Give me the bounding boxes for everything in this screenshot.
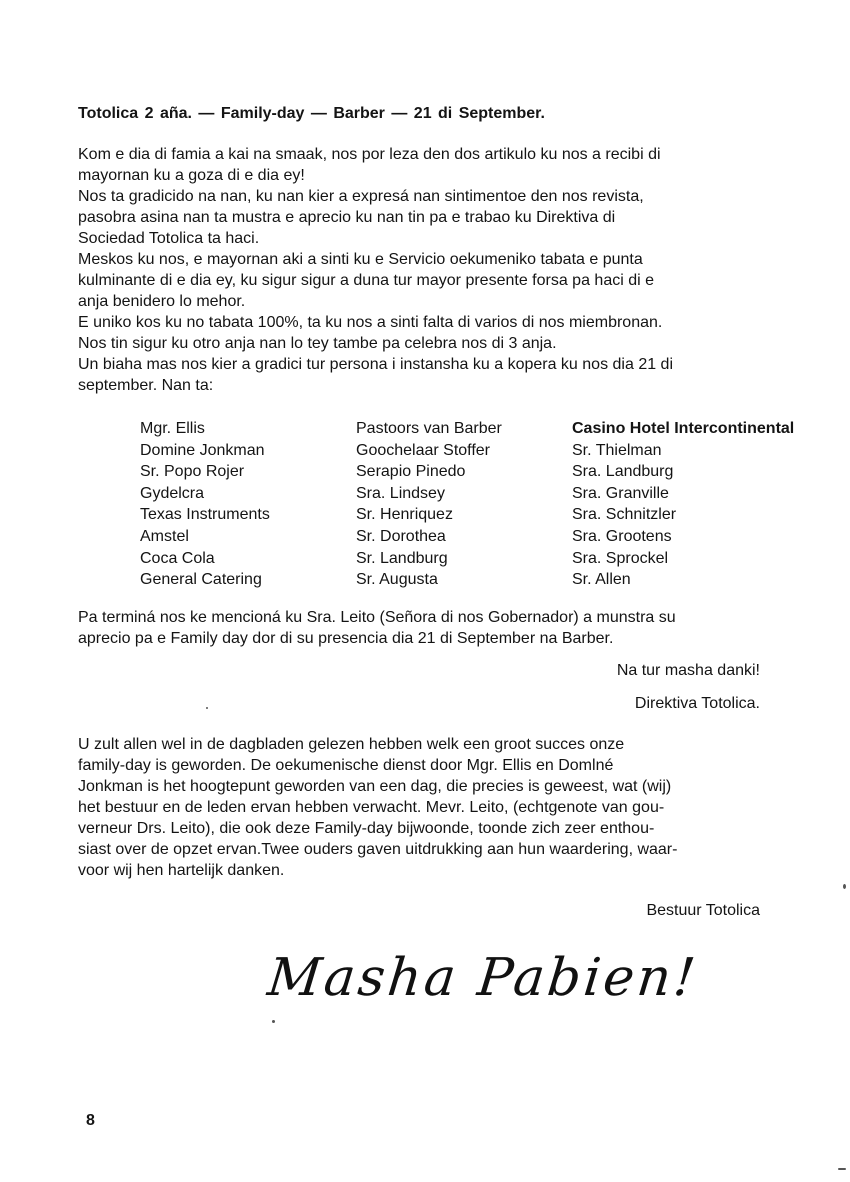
sponsor-name: Sr. Dorothea xyxy=(356,527,446,545)
sponsor-name: Domine Jonkman xyxy=(140,441,265,459)
text-line: Sociedad Totolica ta haci. xyxy=(78,230,260,247)
sponsor-name: Sr. Allen xyxy=(572,571,631,589)
text-line: E uniko kos ku no tabata 100%, ta ku nos a sinti falta di varios di nos miembronan. xyxy=(78,314,663,331)
scan-speck xyxy=(206,707,208,709)
text-line: anja benidero lo mehor. xyxy=(78,293,246,310)
sponsor-name: Texas Instruments xyxy=(140,506,270,524)
direktiva-signature: Direktiva Totolica. xyxy=(634,695,760,712)
sponsor-column-2 xyxy=(356,418,502,591)
sponsor-name: Sr. Landburg xyxy=(356,549,448,567)
text-line: Nos ta gradicido na nan, ku nan kier a expresá nan sintimentoe den nos revista, xyxy=(78,188,644,205)
sponsor-name: Sra. Granville xyxy=(572,484,669,502)
text-line: Pa terminá nos ke mencioná ku Sra. Leito (Señora di nos Gobernador) a munstra su xyxy=(78,609,676,626)
sponsor-name: Sra. Landburg xyxy=(572,463,674,481)
text-line: family-day is geworden. De oekumenische dienst door Mgr. Ellis en Domlné xyxy=(78,757,614,774)
scan-speck xyxy=(838,1168,846,1170)
sponsor-name: Coca Cola xyxy=(140,549,215,567)
sponsor-name: Serapio Pinedo xyxy=(356,463,466,481)
dutch-paragraph xyxy=(78,734,760,881)
text-line: voor wij hen hartelijk danken. xyxy=(78,862,285,879)
sponsor-name: Sra. Sprockel xyxy=(572,549,669,567)
sponsor-column-1 xyxy=(140,418,270,591)
text-line: verneur Drs. Leito), die ook deze Family-day bijwoonde, toonde zich zeer enthou- xyxy=(78,820,655,837)
text-line: Nos tin sigur ku otro anja nan lo tey tambe pa celebra nos di 3 anja. xyxy=(78,335,557,352)
sponsor-name: Sra. Grootens xyxy=(572,527,672,545)
text-line: siast over de opzet ervan.Twee ouders gaven uitdrukking aan hun waardering, waar- xyxy=(78,841,678,858)
text-line: Un biaha mas nos kier a gradici tur persona i instansha ku a kopera ku nos dia 21 di xyxy=(78,356,674,373)
text-line: mayornan ku a goza di e dia ey! xyxy=(78,167,305,184)
scan-speck xyxy=(272,1020,275,1023)
sponsor-list xyxy=(0,418,850,596)
sponsor-name: Gydelcra xyxy=(140,484,205,502)
scan-speck xyxy=(843,884,846,889)
text-line: Meskos ku nos, e mayornan aki a sinti ku e Servicio oekumeniko tabata e punta xyxy=(78,251,643,268)
sponsor-name: Goochelaar Stoffer xyxy=(356,441,491,459)
page-number: 8 xyxy=(86,1112,95,1129)
handwritten-greeting: Masha Pabien! xyxy=(264,948,701,1008)
text-line: september. Nan ta: xyxy=(78,377,214,394)
text-line: kulminante di e dia ey, ku sigur sigur a duna tur mayor presente forsa pa haci di e xyxy=(78,272,655,289)
sponsor-column-header: Casino Hotel Intercontinental xyxy=(572,420,795,437)
text-line: U zult allen wel in de dagbladen gelezen hebben welk een groot succes onze xyxy=(78,736,625,753)
sponsor-name: Sr. Thielman xyxy=(572,441,662,459)
text-line: het bestuur en de leden ervan hebben verwacht. Mevr. Leito, (echtgenote van gou- xyxy=(78,799,665,816)
sponsor-name: Sra. Schnitzler xyxy=(572,506,677,524)
sponsor-name: Mgr. Ellis xyxy=(140,420,205,437)
closing-paragraph xyxy=(78,607,760,649)
text-line: aprecio pa e Family day dor di su presencia dia 21 di September na Barber. xyxy=(78,630,614,647)
article-heading: Totolica 2 aña. — Family-day — Barber — 21 di September. xyxy=(78,105,545,122)
sponsor-name: Sr. Augusta xyxy=(356,571,438,589)
text-line: pasobra asina nan ta mustra e aprecio ku nan tin pa e trabao ku Direktiva di xyxy=(78,209,616,226)
sponsor-column-3 xyxy=(572,418,794,591)
sponsor-name: Pastoors van Barber xyxy=(356,420,502,437)
thanks-line: Na tur masha danki! xyxy=(616,662,760,679)
sponsor-name: Amstel xyxy=(140,527,189,545)
sponsor-name: Sr. Henriquez xyxy=(356,506,453,524)
sponsor-name: Sra. Lindsey xyxy=(356,484,445,502)
text-line: Kom e dia di famia a kai na smaak, nos por leza den dos artikulo ku nos a recibi di xyxy=(78,146,661,163)
sponsor-name: Sr. Popo Rojer xyxy=(140,463,245,481)
sponsor-name: General Catering xyxy=(140,571,262,589)
papiamento-paragraph xyxy=(78,144,760,396)
bestuur-signature: Bestuur Totolica xyxy=(646,902,760,919)
text-line: Jonkman is het hoogtepunt geworden van een dag, die precies is geweest, wat (wij) xyxy=(78,778,672,795)
